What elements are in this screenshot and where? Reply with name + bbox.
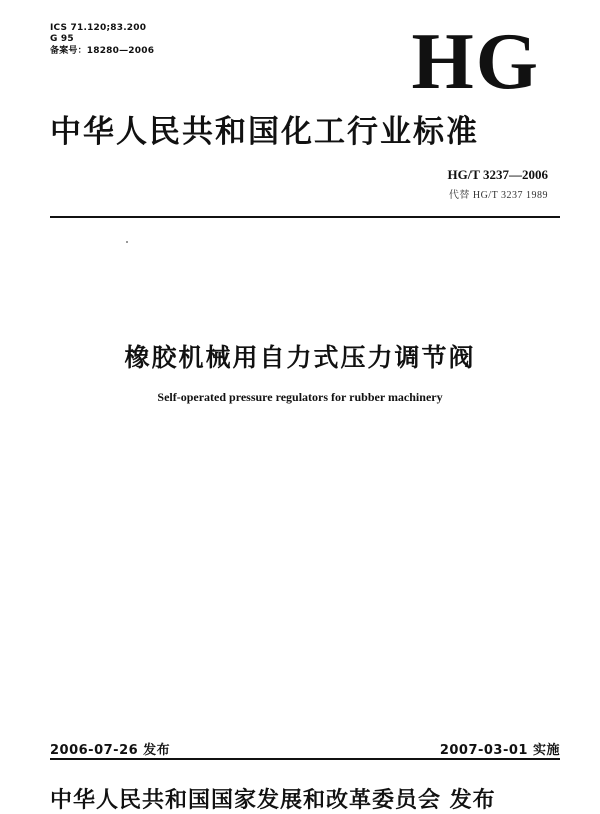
footer-divider [50, 758, 560, 760]
issue-date: 2006-07-26 发布 [50, 743, 171, 758]
filing-number: 备案号：18280—2006 [50, 46, 155, 56]
ics-code: ICS 71.120;83.200 [50, 23, 147, 33]
document-title-english: Self-operated pressure regulators for rubber machinery [157, 390, 443, 404]
publisher: 中华人民共和国国家发展和改革委员会 发布 [50, 787, 496, 813]
implementation-date: 2007-03-01 实施 [439, 743, 560, 758]
hg-logo: HG [411, 18, 540, 106]
document-title-chinese: 橡胶机械用自力式压力调节阀 [124, 343, 476, 372]
header-divider [50, 216, 560, 218]
replaces-standard: 代替 HG/T 3237 1989 [448, 190, 548, 201]
standard-organization-title: 中华人民共和国化工行业标准 [50, 114, 479, 150]
standard-number: HG/T 3237—2006 [447, 167, 548, 182]
print-speck [126, 241, 128, 243]
ccs-code: G 95 [50, 34, 74, 44]
